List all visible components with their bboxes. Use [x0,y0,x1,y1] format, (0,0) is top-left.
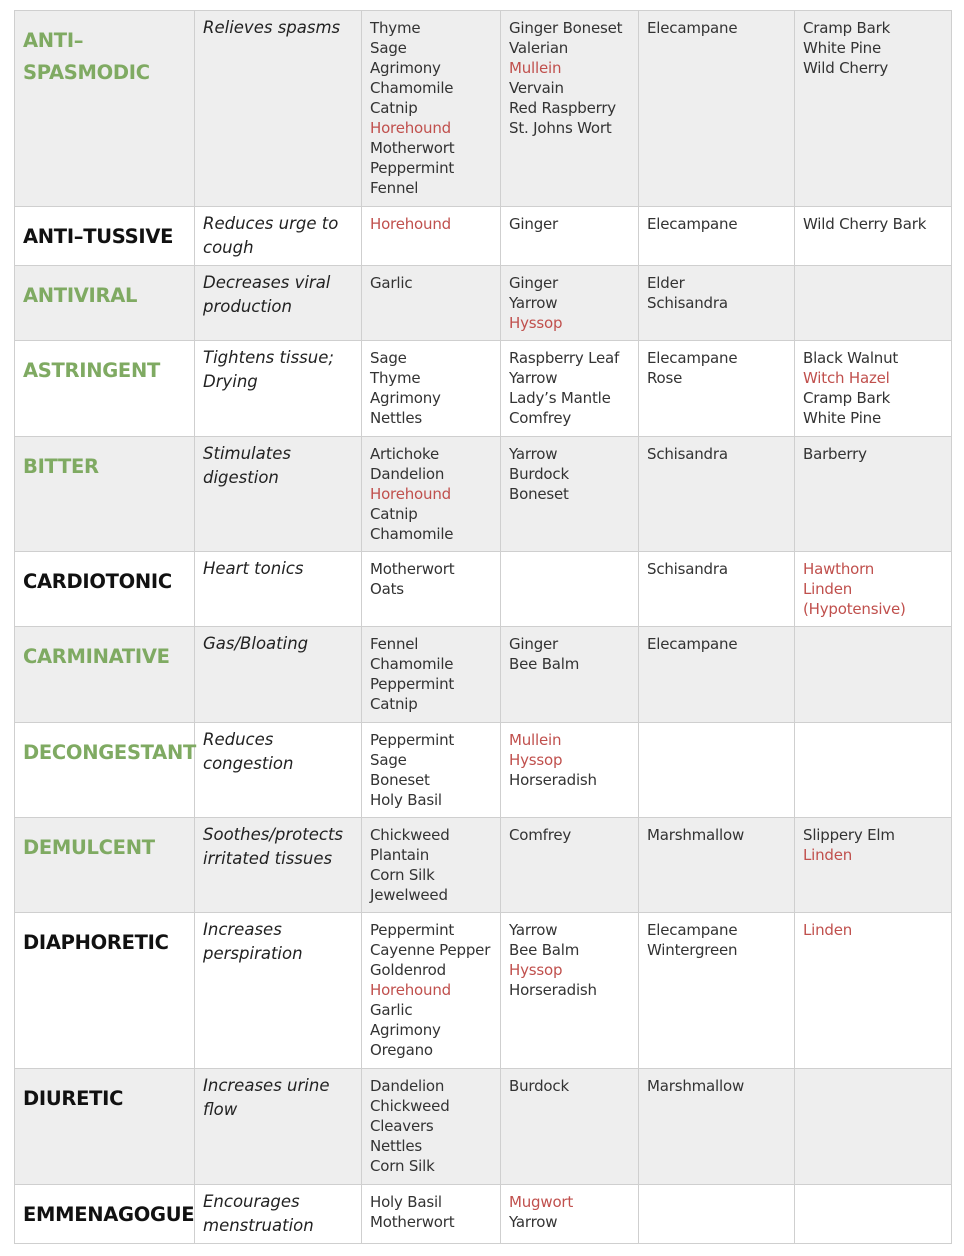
herb-name: Elecampane [647,349,738,367]
herb-name: Chickweed [370,826,450,844]
herb-name: Peppermint [370,159,455,177]
herb-name: Garlic [370,274,413,292]
herb-name: Peppermint [370,675,455,693]
herb-name: Elecampane [647,19,738,37]
herb-list-cell [362,913,501,1069]
herb-name: Jewelweed [370,886,448,904]
table-row [15,627,952,723]
herb-list-cell [362,1069,501,1185]
herb-list-cell [639,552,795,627]
action-description: Gas/Bloating [195,627,362,723]
action-name: ANTI– SPASMODIC [15,11,195,207]
herb-name-highlighted: Horehound [370,485,451,503]
table-row [15,11,952,207]
herb-name: Burdock [509,465,569,483]
herb-name: Elecampane [647,215,738,233]
action-description: Reduces urge to cough [195,207,362,266]
herb-list-cell [795,341,952,437]
action-name: DECONGESTANT [15,723,195,818]
table-row [15,1185,952,1244]
herb-name: Yarrow [509,921,558,939]
herb-name: Elder [647,274,685,292]
herb-list-cell [501,913,639,1069]
herb-name: Chamomile [370,525,454,543]
herb-name: Wild Cherry [803,59,889,77]
herb-name: Red Raspberry [509,99,616,117]
herb-list-cell [362,11,501,207]
herb-name: Yarrow [509,445,558,463]
herb-name: Ginger [509,635,559,653]
herb-name-highlighted: Horehound [370,981,451,999]
herb-list-cell [501,266,639,341]
action-description: Increases urine flow [195,1069,362,1185]
action-description: Decreases viral production [195,266,362,341]
herb-name: Plantain [370,846,430,864]
herb-list-cell [639,11,795,207]
action-description: Tightens tissue; Drying [195,341,362,437]
herb-name-highlighted: Mullein [509,59,562,77]
action-description: Reduces congestion [195,723,362,818]
herb-name-highlighted: (Hypotensive) [803,600,906,618]
herb-name: St. Johns Wort [509,119,612,137]
herb-name: Horseradish [509,981,597,999]
table-row [15,552,952,627]
herb-name: Dandelion [370,465,445,483]
herb-list-cell [501,11,639,207]
herb-list-cell [501,207,639,266]
action-name: CARDIOTONIC [15,552,195,627]
herb-list-cell [639,207,795,266]
herb-name: Bee Balm [509,655,580,673]
table-body [15,11,952,1244]
herb-name: Oats [370,580,404,598]
herb-list-cell [639,627,795,723]
herb-list-cell [501,552,639,627]
table-row [15,437,952,552]
action-description: Heart tonics [195,552,362,627]
herb-name: Goldenrod [370,961,446,979]
action-name: ASTRINGENT [15,341,195,437]
table-row [15,207,952,266]
herb-name: Wintergreen [647,941,738,959]
table-row [15,818,952,913]
herb-name-highlighted: Hawthorn [803,560,875,578]
herb-name: Schisandra [647,445,728,463]
herb-action-table [14,10,952,1244]
action-name: ANTIVIRAL [15,266,195,341]
herb-list-cell [501,437,639,552]
herb-name: Nettles [370,409,423,427]
herb-name: Marshmallow [647,1077,745,1095]
herb-list-cell [362,1185,501,1244]
herb-list-cell [795,11,952,207]
herb-list-cell [795,552,952,627]
herb-name-highlighted: Horehound [370,215,451,233]
herb-list-cell [795,913,952,1069]
herb-name-highlighted: Witch Hazel [803,369,890,387]
herb-name: Wild Cherry Bark [803,215,927,233]
table-row [15,341,952,437]
herb-name-highlighted: Linden [803,846,853,864]
herb-name: Nettles [370,1137,423,1155]
herb-name: Ginger [509,274,559,292]
herb-name: Barberry [803,445,867,463]
herb-list-cell [501,1185,639,1244]
herb-name: Boneset [370,771,430,789]
herb-list-cell [639,266,795,341]
herb-list-cell [501,818,639,913]
herb-list-cell [501,723,639,818]
herb-name: White Pine [803,39,882,57]
herb-list-cell [639,913,795,1069]
herb-name: Yarrow [509,1213,558,1231]
herb-name: Raspberry Leaf [509,349,620,367]
herb-name-highlighted: Hyssop [509,961,563,979]
herb-name: White Pine [803,409,882,427]
herb-name: Artichoke [370,445,439,463]
herb-list-cell [362,818,501,913]
herb-list-cell [639,1185,795,1244]
action-name: DIAPHORETIC [15,913,195,1069]
action-description: Encourages menstruation [195,1185,362,1244]
herb-list-cell [362,266,501,341]
herb-list-cell [639,1069,795,1185]
herb-name: Boneset [509,485,569,503]
herb-name: Peppermint [370,731,455,749]
herb-name: Elecampane [647,921,738,939]
herb-list-cell [501,627,639,723]
herb-list-cell [639,818,795,913]
herb-name: Agrimony [370,59,441,77]
herb-list-cell [362,207,501,266]
herb-list-cell [795,627,952,723]
herb-name: Elecampane [647,635,738,653]
herb-name: Yarrow [509,294,558,312]
herb-name-highlighted: Hyssop [509,751,563,769]
table-row [15,723,952,818]
herb-list-cell [362,723,501,818]
herb-name: Catnip [370,99,418,117]
herb-name: Schisandra [647,560,728,578]
herb-name: Corn Silk [370,1157,435,1175]
herb-name: Ginger [509,215,559,233]
table-row [15,266,952,341]
herb-name: Yarrow [509,369,558,387]
herb-name-highlighted: Mullein [509,731,562,749]
action-name: DIURETIC [15,1069,195,1185]
action-name: EMMENAGOGUE [15,1185,195,1244]
herb-name: Cramp Bark [803,19,891,37]
herb-name: Rose [647,369,683,387]
herb-name: Corn Silk [370,866,435,884]
herb-list-cell [501,1069,639,1185]
herb-name: Thyme [370,369,421,387]
herb-name: Peppermint [370,921,455,939]
action-description: Increases perspiration [195,913,362,1069]
herb-name: Catnip [370,695,418,713]
action-name: ANTI–TUSSIVE [15,207,195,266]
herb-name: Lady’s Mantle [509,389,611,407]
herb-name: Catnip [370,505,418,523]
herb-list-cell [639,437,795,552]
herb-name: Thyme [370,19,421,37]
herb-list-cell [795,437,952,552]
herb-list-cell [362,341,501,437]
herb-name: Agrimony [370,389,441,407]
table-row [15,913,952,1069]
herb-name: Chamomile [370,79,454,97]
herb-name-highlighted: Horehound [370,119,451,137]
herb-name: Motherwort [370,1213,455,1231]
herb-list-cell [362,437,501,552]
action-description: Relieves spasms [195,11,362,207]
herb-list-cell [639,341,795,437]
herb-name: Motherwort [370,139,455,157]
herb-name: Dandelion [370,1077,445,1095]
herb-list-cell [795,266,952,341]
herb-list-cell [501,341,639,437]
herb-name: Ginger Boneset [509,19,623,37]
herb-name: Garlic [370,1001,413,1019]
herb-name: Chickweed [370,1097,450,1115]
herb-name: Motherwort [370,560,455,578]
herb-list-cell [795,1185,952,1244]
herb-name-highlighted: Linden [803,580,853,598]
herb-name: Sage [370,751,407,769]
herb-name: Sage [370,349,407,367]
herb-name: Vervain [509,79,564,97]
herb-list-cell [362,627,501,723]
herb-name: Comfrey [509,826,572,844]
action-name: DEMULCENT [15,818,195,913]
herb-name-highlighted: Hyssop [509,314,563,332]
herb-name-highlighted: Linden [803,921,853,939]
herb-name: Comfrey [509,409,572,427]
herb-name: Valerian [509,39,569,57]
herb-name: Chamomile [370,655,454,673]
herb-name: Holy Basil [370,791,442,809]
herb-name: Holy Basil [370,1193,442,1211]
herb-name: Black Walnut [803,349,899,367]
action-description: Soothes/protects irritated tissues [195,818,362,913]
herb-list-cell [795,723,952,818]
herb-name: Oregano [370,1041,433,1059]
herb-list-cell [795,207,952,266]
herb-name: Agrimony [370,1021,441,1039]
herb-name: Cayenne Pepper [370,941,491,959]
herb-name: Fennel [370,179,419,197]
herb-name: Fennel [370,635,419,653]
herb-name-highlighted: Mugwort [509,1193,574,1211]
herb-name: Sage [370,39,407,57]
action-description: Stimulates digestion [195,437,362,552]
herb-list-cell [795,818,952,913]
herb-name: Marshmallow [647,826,745,844]
herb-name: Bee Balm [509,941,580,959]
herb-list-cell [795,1069,952,1185]
herb-list-cell [639,723,795,818]
herb-name: Cleavers [370,1117,434,1135]
action-name: CARMINATIVE [15,627,195,723]
herb-name: Schisandra [647,294,728,312]
herb-name: Burdock [509,1077,569,1095]
herb-list-cell [362,552,501,627]
herb-name: Cramp Bark [803,389,891,407]
herb-name: Slippery Elm [803,826,895,844]
herb-name: Horseradish [509,771,597,789]
action-name: BITTER [15,437,195,552]
table-row [15,1069,952,1185]
